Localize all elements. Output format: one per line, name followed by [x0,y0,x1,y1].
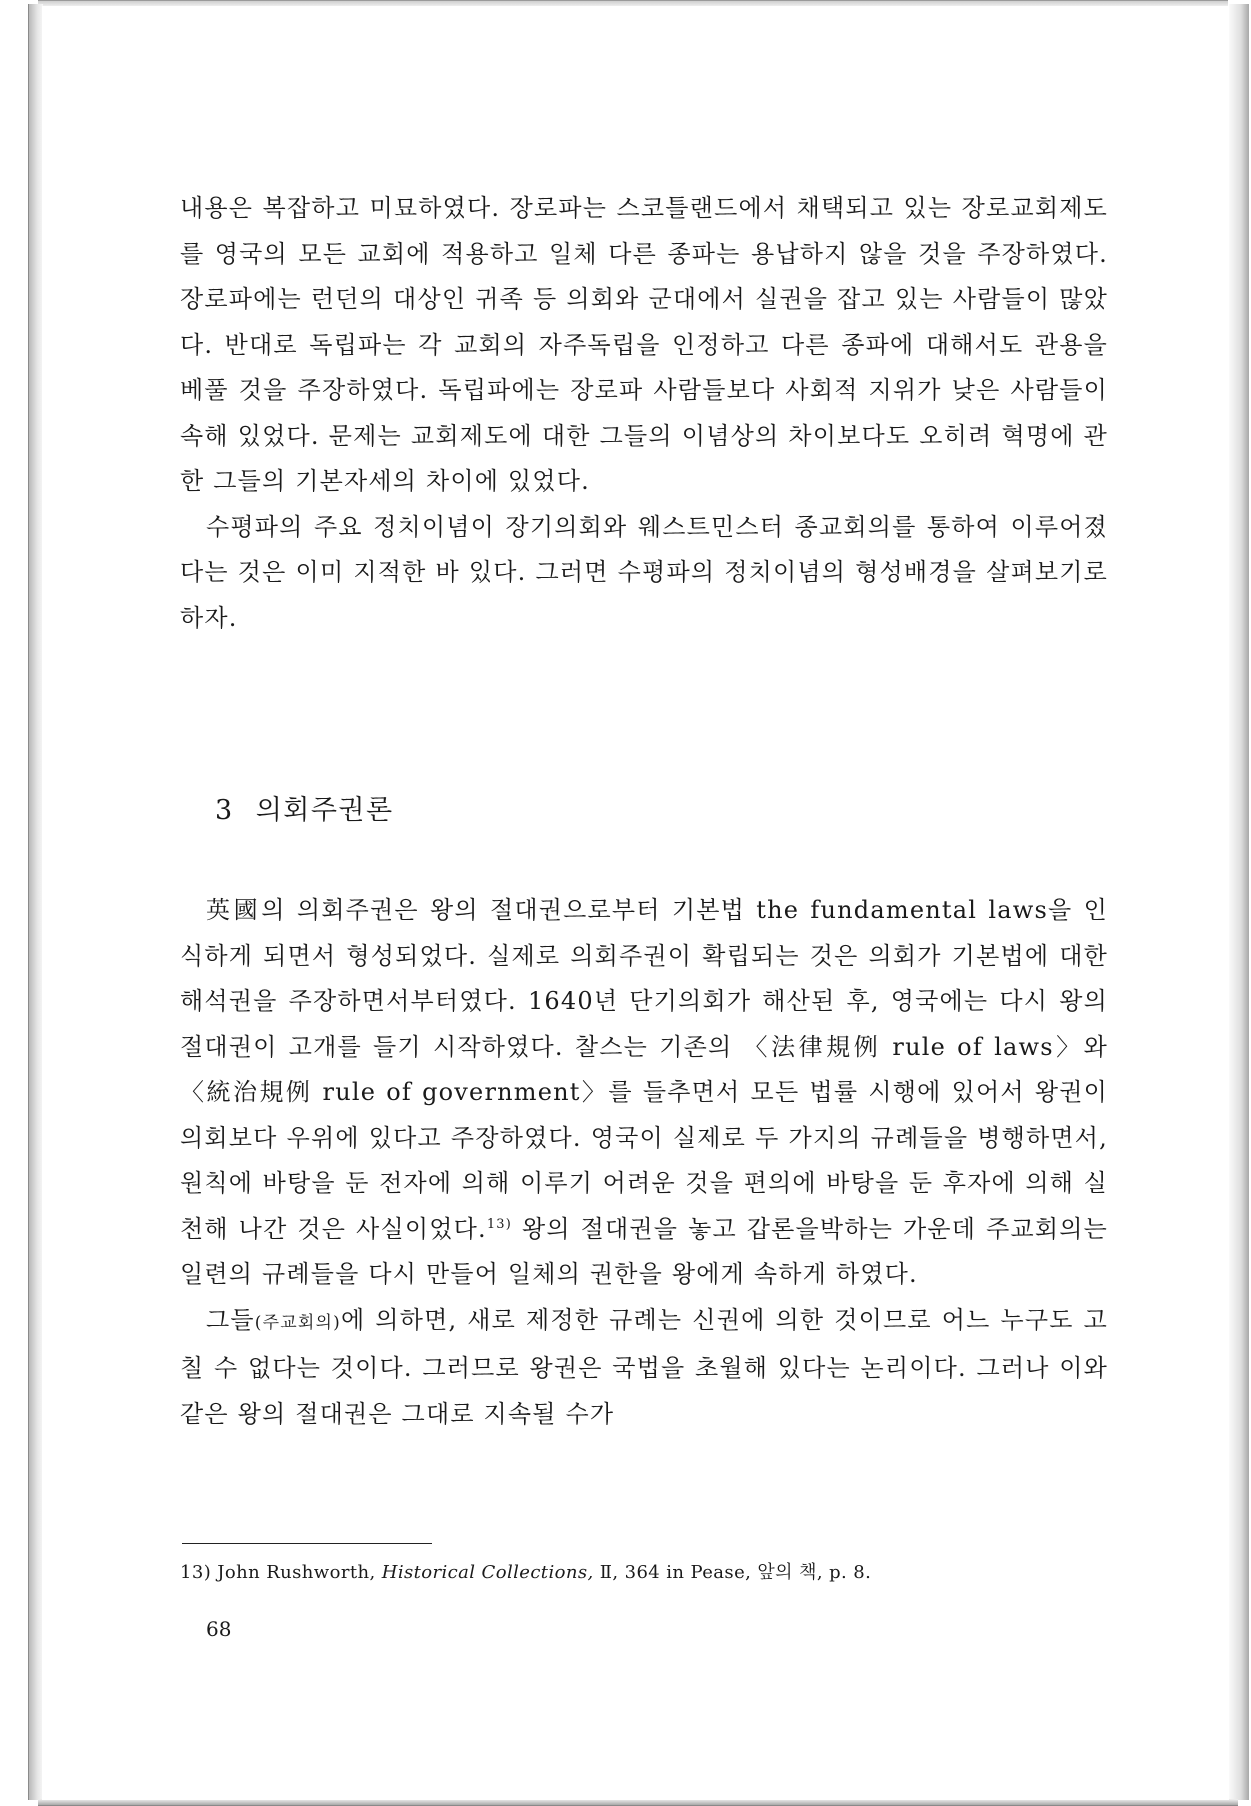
paragraph-text: 왕의 절대권을 놓고 갑론을박하는 가운데 주교회의는 일련의 규례들을 다시 만들어 일체의 권한을 왕에게 속하게 하였다. [180,1214,1108,1288]
footnote-citation: Ⅱ, 364 in Pease, 앞의 책, p. 8. [599,1562,872,1583]
footnote-author: John Rushworth, [217,1562,376,1583]
footnote [180,1558,871,1584]
paragraph: 수평파의 주요 정치이념이 장기의회와 웨스트민스터 종교회의를 통하여 이루어졌다는 것은 이미 지적한 바 있다. 그러면 수평파의 정치이념의 형성배경을 살펴보기로 하자. [180,512,1108,632]
inline-note: (주교회의) [254,1312,341,1333]
section-number: 3 [215,795,234,826]
page-edge-right [1229,4,1249,1800]
page-edge-bottom [38,1799,1238,1806]
section-title: 의회주권론 [255,795,394,826]
paragraph-text: 그들 [206,1305,255,1334]
paragraph: 내용은 복잡하고 미묘하였다. 장로파는 스코틀랜드에서 채택되고 있는 장로교회제도를 영국의 모든 교회에 적용하고 일체 다른 종파는 용납하지 않을 것을 주장하였다. 장로파에는 런던의 대상인 귀족 등 의회와 군대에서 실권을 잡고 있는 사람들이 많았다. 반대로 독립파는 각 교회의 자주독립을 인정하고 다른 종파에 대해서도 관용을 베풀 것을 주장하였다. 독립파에는 장로파 사람들보다 사회적 지위가 낮은 사람들이 속해 있었다. 문제는 교회제도에 대한 그들의 이념상의 차이보다도 오히려 혁명에 관한 그들의 기본자세의 차이에 있었다. [180,194,1108,495]
page-number: 68 [206,1617,232,1641]
footnote-work-title: Historical Collections, [381,1562,594,1583]
paragraph-text: 英國의 의회주권은 왕의 절대권으로부터 기본법 the fundamental laws을 인식하게 되면서 형성되었다. 실제로 의회주권이 확립되는 것은 의회가 기본법에 대한 해석권을 주장하면서부터였다. 1640년 단기의회가 해산된 후, 영국에는 다시 왕의 절대권이 고개를 들기 시작하였다. 찰스는 기존의 〈法律規例 rule of laws〉와 〈統治規例 rule of government〉를 들추면서 모든 법률 시행에 있어서 왕권이 의회보다 우위에 있다고 주장하였다. 영국이 실제로 두 가지의 규례들을 병행하면서, 원칙에 바탕을 둔 전자에 의해 이루기 어려운 것을 편의에 바탕을 둔 후자에 의해 실천해 나간 것은 사실이었다. [180,896,1108,1243]
main-text-block [180,888,1108,1437]
footnote-marker: 13) [180,1562,212,1583]
section-heading [215,788,394,827]
footnote-divider [182,1543,432,1544]
page-edge-left [28,4,43,1800]
top-text-block [180,186,1108,641]
paragraph-text: 에 의하면, 새로 제정한 규례는 신권에 의한 것이므로 어느 누구도 고칠 수 없다는 것이다. 그러므로 왕권은 국법을 초월해 있다는 논리이다. 그러나 이와 같은 왕의 절대권은 그대로 지속될 수가 [180,1305,1108,1428]
paragraph [180,888,1108,1298]
footnote-reference: 13) [486,1216,513,1232]
paragraph [180,1298,1108,1438]
